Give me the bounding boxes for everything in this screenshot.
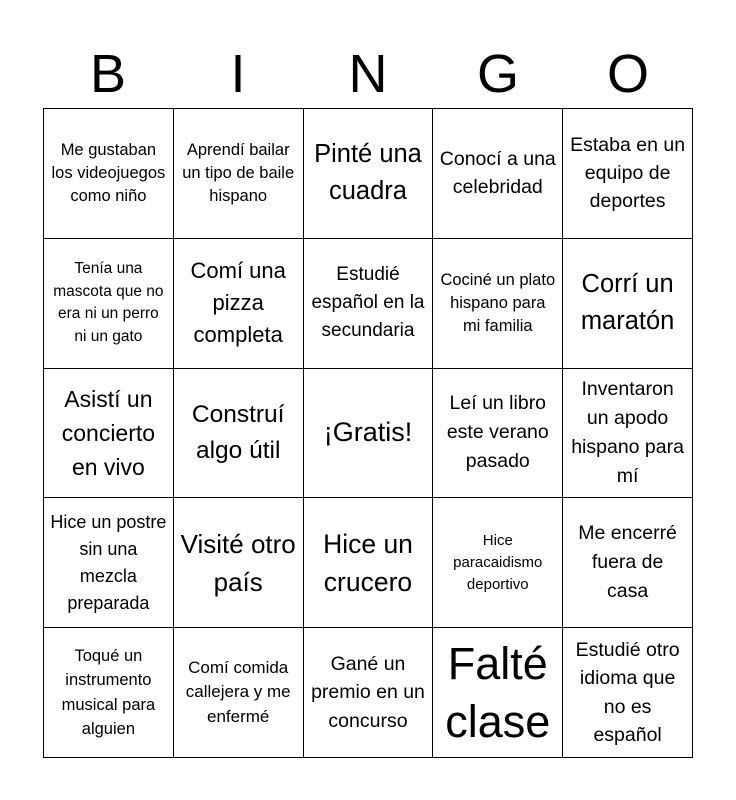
cell-text: Cociné un plato hispano para mi familia — [440, 270, 556, 335]
cell-text: Me gustaban los videojuegos como niño — [51, 140, 166, 205]
cell-text: Corrí un maratón — [580, 270, 675, 336]
bingo-cell[interactable] — [174, 628, 304, 758]
bingo-cell[interactable] — [433, 498, 563, 628]
bingo-card-grid — [43, 108, 693, 758]
header-letter-b: B — [89, 44, 127, 104]
bingo-cell[interactable] — [304, 369, 434, 499]
header-letter-n: N — [348, 44, 388, 104]
cell-text: Comí una pizza completa — [190, 258, 286, 348]
bingo-cell[interactable] — [563, 239, 693, 369]
cell-text: Visité otro país — [180, 528, 296, 597]
bingo-cell[interactable] — [433, 628, 563, 758]
cell-text: Construí algo útil — [191, 400, 285, 464]
bingo-cell[interactable] — [563, 369, 693, 499]
bingo-cell[interactable] — [304, 628, 434, 758]
cell-text: Asistí un concierto en vivo — [61, 385, 156, 480]
cell-text: Inventaron un apodo hispano para mí — [571, 377, 684, 487]
cell-text: Gané un premio en un concurso — [311, 652, 425, 732]
cell-text: Toqué un instrumento musical para alguien — [61, 646, 156, 739]
bingo-cell[interactable] — [563, 498, 693, 628]
cell-text: Tenía una mascota que no era ni un perro ni un gato — [53, 260, 164, 345]
bingo-cell[interactable] — [44, 369, 174, 499]
bingo-cell[interactable] — [44, 239, 174, 369]
header-letter-o: O — [606, 44, 649, 104]
bingo-header — [43, 40, 693, 108]
bingo-cell[interactable] — [174, 498, 304, 628]
cell-text: Conocí a una celebridad — [439, 148, 556, 199]
bingo-cell[interactable] — [433, 239, 563, 369]
cell-text: Estudié español en la secundaria — [311, 264, 425, 342]
bingo-cell[interactable] — [174, 369, 304, 499]
bingo-cell[interactable] — [174, 239, 304, 369]
bingo-cell[interactable] — [304, 498, 434, 628]
cell-text: Falté clase — [445, 637, 551, 747]
bingo-cell[interactable] — [44, 628, 174, 758]
cell-text: Hice un crucero — [323, 528, 413, 597]
bingo-cell[interactable] — [304, 239, 434, 369]
bingo-cell[interactable] — [44, 498, 174, 628]
cell-text: Estudié otro idioma que no es español — [575, 638, 680, 747]
cell-text: Pinté una cuadra — [314, 140, 422, 206]
cell-text: ¡Gratis! — [323, 417, 413, 448]
cell-text: Estaba en un equipo de deportes — [570, 134, 686, 213]
bingo-cell[interactable] — [563, 109, 693, 239]
bingo-cell[interactable] — [44, 109, 174, 239]
cell-text: Aprendí bailar un tipo de baile hispano — [182, 140, 295, 205]
header-letter-g: G — [476, 44, 519, 104]
bingo-cell[interactable] — [433, 369, 563, 499]
bingo-cell[interactable] — [563, 628, 693, 758]
bingo-cell[interactable] — [433, 109, 563, 239]
header-letter-i: I — [230, 44, 246, 104]
cell-text: Leí un libro este verano pasado — [446, 392, 549, 473]
cell-text: Comí comida callejera y me enfermé — [185, 657, 291, 726]
bingo-cell[interactable] — [304, 109, 434, 239]
cell-text: Hice un postre sin una mezcla preparada — [50, 511, 167, 613]
cell-text: Me encerré fuera de casa — [578, 522, 677, 603]
cell-text: Hice paracaidismo deportivo — [453, 531, 543, 593]
bingo-cell[interactable] — [174, 109, 304, 239]
